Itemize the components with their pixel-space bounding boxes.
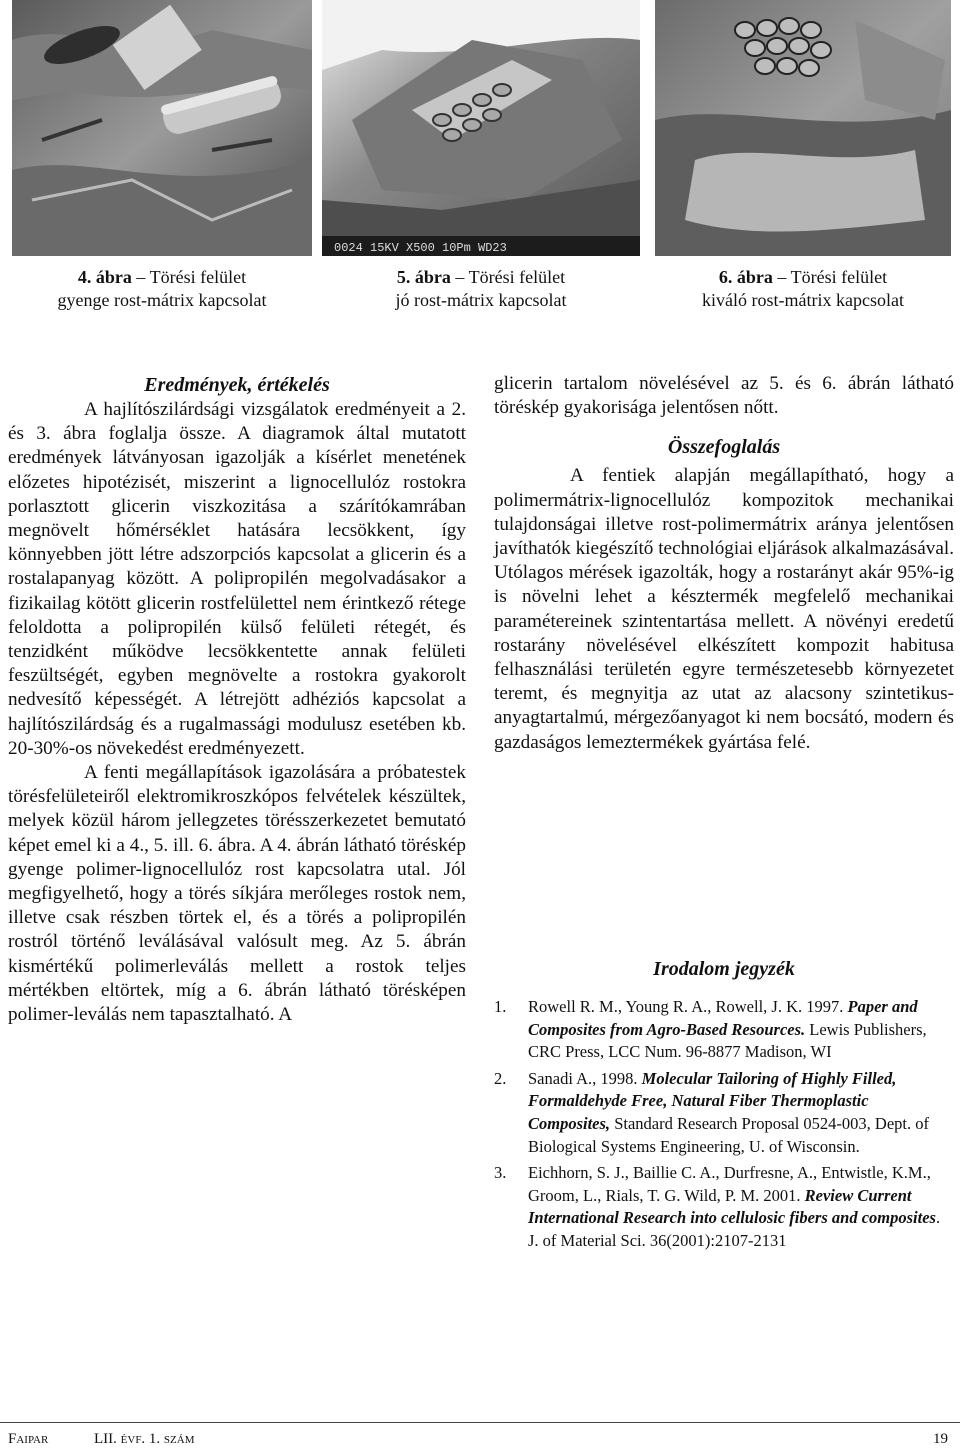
- reference-item: [494, 996, 954, 1064]
- figure-6-caption: 6. ábra – Törési felület kiváló rost-mátrix kapcsolat: [655, 266, 951, 312]
- reference-title: Review Current International Research into cellulosic fibers and composites: [528, 1185, 936, 1228]
- figure-4-subtitle: gyenge rost-mátrix kapcsolat: [57, 290, 267, 310]
- figure-5-image: [322, 0, 640, 256]
- results-paragraph-1: A hajlítószilárdsági vizsgálatok eredményeit a 2. és 3. ábra foglalja össze. A diagramok által mutatott eredmények látványosan igazolják a kísérlet menetének előzetes hipotézisét, miszerint a lignocellulóz rostokra porlasztott glicerin viszkozitása a szárítókamrában megnövelt hőmérséklet hatására lecsökkent, így könnyebben jött létre adszorpciós kapcsolat a glicerin és a rostalapanyag között. A polipropilén megolvadásakor a fizikailag kötött glicerin rostfelülettel nem érintkező rétege feloldotta a polipropilén külső felületi rétegét, és tenzidként működve lecsökkentette annak felületi feszültségét, egyben megnövelte a rostokra gyakorolt nedvesítő képességét. A létrejött adhéziós kapcsolat a hajlítószilárdság és a rugalmassági modulusz esetében kb. 20-30%-os növekedést eredményezett.: [8, 399, 466, 759]
- footer-journal: Faipar: [8, 1431, 49, 1447]
- figure-5-title: Törési felület: [468, 267, 566, 287]
- footer-volume: LII. évf. 1. szám: [94, 1431, 195, 1447]
- references-heading: Irodalom jegyzék: [653, 958, 795, 980]
- reference-number: 3.: [494, 1163, 507, 1183]
- reference-authors: Sanadi A., 1998.: [528, 1068, 638, 1088]
- reference-title: Molecular Tailoring of Highly Filled, Formaldehyde Free, Natural Fiber Thermoplastic Composites,: [528, 1068, 897, 1133]
- figure-4-title: Törési felület: [149, 267, 247, 287]
- figure-4-caption: 4. ábra – Törési felület gyenge rost-mátrix kapcsolat: [12, 266, 312, 312]
- figure-6-number: 6. ábra: [718, 267, 773, 287]
- reference-number: 2.: [494, 1068, 507, 1088]
- reference-publisher: Standard Research Proposal 0524-003, Dept. of Biological Systems Engineering, U. of Wisconsin.: [528, 1113, 929, 1156]
- reference-title: Paper and Composites from Agro-Based Resources.: [528, 997, 918, 1039]
- results-heading: Eredmények, értékelés: [144, 374, 330, 396]
- footer-page-number: 19: [933, 1431, 948, 1447]
- results-paragraph-2: A fenti megállapítások igazolására a próbatestek törésfelületeiről elektromikroszkópos felvételek készültek, melyek közül három jellegzetes törésszerkezetet bemutató képet emel ki a 4., 5. ill. 6. ábra. A 4. ábrán látható töréskép gyenge polimer-lignocellulóz rost kapcsolatra utal. Jól megfigyelhető, hogy a törés síkjára merőleges rostok nem, illetve csak részben törtek el, és a törés a polipropilén rostról történő leválásával valósult meg. Az 5. ábrán kismértékű polimerleválás mellett a rostok teljes mértékben eltörtek, míg a 6. ábrán látható törésképen polimer-leválás nem tapasztalható. A: [8, 762, 466, 1026]
- figure-5-scale-label: 0024 15KV X500 10Pm WD23: [334, 241, 507, 255]
- reference-authors: Eichhorn, S. J., Baillie C. A., Durfresne, A., Entwistle, K.M., Groom, L., Rials, T. G. Wild, P. M. 2001.: [528, 1163, 931, 1205]
- figure-5-subtitle: jó rost-mátrix kapcsolat: [395, 290, 567, 310]
- figure-6-subtitle: kiváló rost-mátrix kapcsolat: [702, 290, 904, 310]
- figure-5-number: 5. ábra: [396, 267, 451, 287]
- right-column: [494, 372, 954, 755]
- figure-6-title: Törési felület: [790, 267, 888, 287]
- figure-4-image: [12, 0, 312, 256]
- figure-4-number: 4. ábra: [77, 267, 132, 287]
- summary-heading: Összefoglalás: [667, 436, 781, 459]
- reference-publisher: . J. of Material Sci. 36(2001):2107-2131: [528, 1208, 941, 1250]
- figure-5-caption: 5. ábra – Törési felület jó rost-mátrix kapcsolat: [322, 266, 640, 312]
- summary-paragraph: A fentiek alapján megállapítható, hogy a polimermátrix-lignocellulóz kompozitok mechanikai tulajdonságai illetve rost-polimermátrix aránya jelentősen javíthatók kiegészítő technológiai eljárások alkalmazásával. Utólagos mérések igazolták, hogy a rostarányt akár 95%-ig is növelni lehet a késztermék megfelelő mechanikai paramétereinek szintentartása mellett. A növényi eredetű rostarány növelésével elkészített kompozit habitusa felhasználási területén egyre természetesebb környezetet teremt, és megnyitja az utat az alacsony szintetikus-anyagtartalmú, mérgezőanyagot ki nem bocsátó, modern és gazdaságos lemeztermékek gyártása felé.: [494, 465, 954, 753]
- reference-authors: Rowell R. M., Young R. A., Rowell, J. K. 1997.: [528, 997, 844, 1016]
- reference-number: 1.: [494, 997, 507, 1016]
- left-column: [8, 372, 466, 1027]
- reference-item: [494, 1068, 954, 1158]
- figure-6-image: [655, 0, 951, 256]
- references: [494, 956, 954, 1253]
- reference-item: [494, 1162, 954, 1252]
- results-continuation: glicerin tartalom növelésével az 5. és 6. ábrán látható töréskép gyakorisága jelentősen nőtt.: [494, 373, 954, 419]
- reference-publisher: Lewis Publishers, CRC Press, LCC Num. 96-8877 Madison, WI: [528, 1019, 927, 1062]
- footer-divider: [0, 1422, 960, 1423]
